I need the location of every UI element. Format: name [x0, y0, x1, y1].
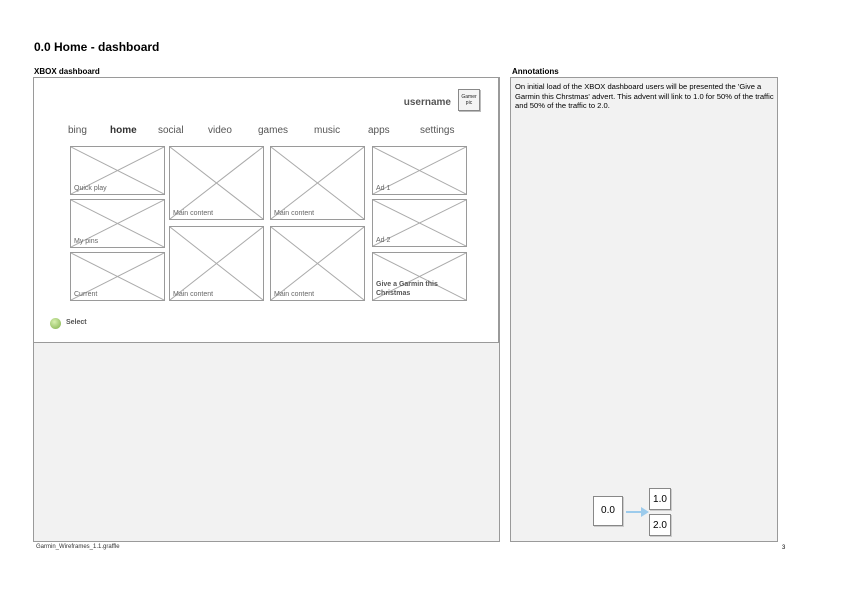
tile-label: Main content — [173, 210, 214, 217]
nav-settings[interactable]: settings — [420, 125, 455, 136]
placeholder-image-icon — [170, 227, 263, 300]
tile-quick-play[interactable] — [70, 146, 165, 195]
nav-social[interactable]: social — [158, 125, 184, 136]
nav-apps[interactable]: apps — [368, 125, 390, 136]
tile-main-content[interactable] — [270, 146, 365, 220]
tile-label: My pins — [74, 238, 99, 245]
placeholder-image-icon — [170, 147, 263, 219]
tile-main-content[interactable] — [169, 226, 264, 301]
tile-my-pins[interactable] — [70, 199, 165, 248]
tile-label: Main content — [173, 291, 214, 298]
tile-main-content[interactable] — [270, 226, 365, 301]
arrow-right-icon — [624, 505, 650, 519]
annotations-label: Annotations — [512, 67, 559, 76]
placeholder-image-icon — [271, 147, 364, 219]
tile-current[interactable] — [70, 252, 165, 301]
footer-filename: Garmin_Wireframes_1.1.graffle — [36, 544, 120, 550]
tile-label: Quick play — [74, 185, 107, 192]
xbox-dashboard-label: XBOX dashboard — [34, 67, 100, 76]
a-button-icon[interactable] — [50, 318, 61, 329]
nav-home[interactable]: home — [110, 125, 137, 136]
tile-label: Give a Garmin this Christmas — [376, 281, 438, 297]
select-label[interactable]: Select — [66, 319, 87, 326]
annotation-text: On initial load of the XBOX dashboard users will be presented the 'Give a Garmin this Chrstmas' advert. This advent will link to 1.0 for 50% of the traffic and 50% of the traffic to 2.0. — [515, 82, 774, 111]
placeholder-image-icon — [271, 227, 364, 300]
xbox-dashboard-screen — [33, 77, 499, 343]
nav-games[interactable]: games — [258, 125, 289, 136]
tile-label: Main content — [274, 210, 315, 217]
tile-ad-1[interactable] — [372, 146, 467, 195]
tile-label: Ad 2 — [376, 237, 391, 244]
flow-target-box: 1.0 — [649, 488, 671, 510]
tile-garmin-ad[interactable] — [372, 252, 467, 301]
page-title: 0.0 Home - dashboard — [34, 40, 160, 54]
tile-label: Current — [74, 291, 98, 298]
flow-target-box: 2.0 — [649, 514, 671, 536]
gamer-pic[interactable]: Gamer pic — [458, 89, 480, 111]
tile-ad-2[interactable] — [372, 199, 467, 247]
nav-video[interactable]: video — [208, 125, 232, 136]
nav-music[interactable]: music — [314, 125, 341, 136]
tile-label: Main content — [274, 291, 315, 298]
page-number: 3 — [782, 545, 786, 551]
nav-bing[interactable]: bing — [68, 125, 87, 136]
tile-main-content[interactable] — [169, 146, 264, 220]
annotations-panel — [510, 77, 778, 542]
username[interactable]: username — [403, 97, 451, 108]
flow-source-box: 0.0 — [593, 496, 623, 526]
tile-label: Ad 1 — [376, 185, 391, 192]
